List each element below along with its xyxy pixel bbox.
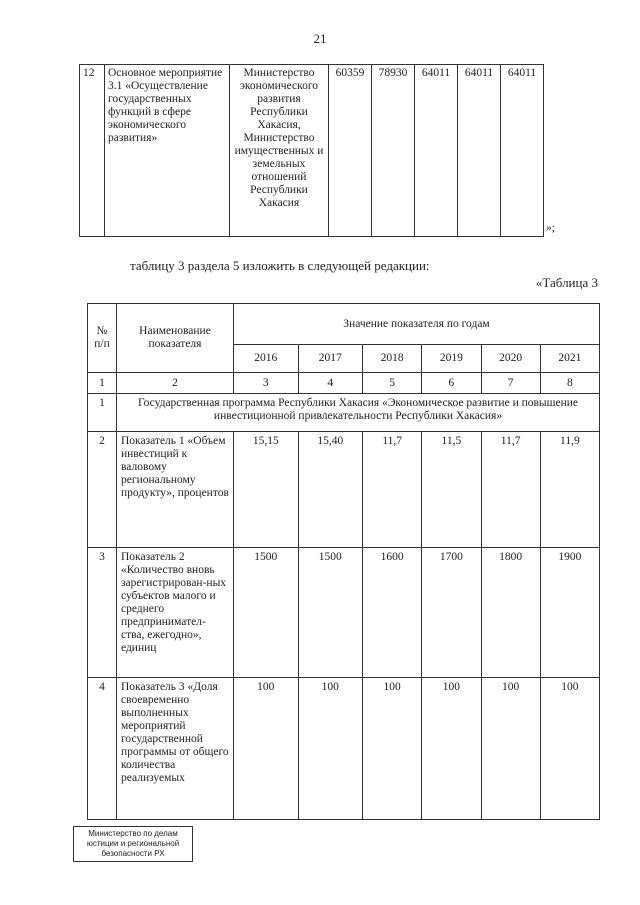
value-cell: 60359 xyxy=(329,65,372,237)
column-numbers-row xyxy=(88,373,600,394)
year-cell: 2021 xyxy=(540,345,599,373)
value-cell: 100 xyxy=(234,678,299,820)
instruction-text: таблицу 3 раздела 5 изложить в следующей редакции: xyxy=(130,258,430,273)
year-cell: 2018 xyxy=(363,345,422,373)
column-number: 7 xyxy=(481,373,540,394)
indicator-name: Показатель 1 «Объем инвестиций к валовому региональному продукту», процентов xyxy=(117,432,234,548)
value-cell: 1900 xyxy=(540,548,599,678)
value-cell: 100 xyxy=(481,678,540,820)
name-header: Наименование показателя xyxy=(117,304,234,373)
program-row xyxy=(88,394,600,432)
column-number: 4 xyxy=(298,373,363,394)
program-title: Государственная программа Республики Хакасия «Экономическое развитие и повышение инвестиционной привлекательности Республики Хакасия» xyxy=(117,394,600,432)
value-cell: 11,9 xyxy=(540,432,599,548)
closing-quote: »; xyxy=(546,221,555,234)
value-cell: 15,15 xyxy=(234,432,299,548)
event-name: Основное мероприятие 3.1 «Осуществление государственных функций в сфере экономического развития» xyxy=(105,65,230,237)
value-cell: 64011 xyxy=(415,65,458,237)
executor: Министерство экономического развития Республики Хакасия, Министерство имущественных и земельных отношений Республики Хакасия xyxy=(230,65,329,237)
row-number: 4 xyxy=(88,678,117,820)
year-cell: 2019 xyxy=(422,345,481,373)
year-cell: 2020 xyxy=(481,345,540,373)
value-cell: 78930 xyxy=(372,65,415,237)
year-cell: 2016 xyxy=(234,345,299,373)
table-label: «Таблица 3 xyxy=(535,275,598,290)
indicator-name: Показатель 3 «Доля своевременно выполненных мероприятий государственной программы от общего количества реализуемых xyxy=(117,678,234,820)
row-number: 12 xyxy=(80,65,105,237)
table-row xyxy=(88,678,600,820)
column-number: 6 xyxy=(422,373,481,394)
column-number: 1 xyxy=(88,373,117,394)
budget-table xyxy=(79,64,600,237)
value-cell: 100 xyxy=(540,678,599,820)
header-row xyxy=(88,304,600,345)
num-header: № п/п xyxy=(88,304,117,373)
ministry-stamp: Министерство по делам юстиции и региональной безопасности РХ xyxy=(73,826,193,862)
row-number: 2 xyxy=(88,432,117,548)
value-cell: 1800 xyxy=(481,548,540,678)
column-number: 3 xyxy=(234,373,299,394)
value-cell: 64011 xyxy=(501,65,544,237)
value-cell: 100 xyxy=(363,678,422,820)
table-row xyxy=(88,548,600,678)
column-number: 8 xyxy=(540,373,599,394)
page-number: 21 xyxy=(313,31,327,46)
value-cell: 64011 xyxy=(458,65,501,237)
row-number: 1 xyxy=(88,394,117,432)
values-header: Значение показателя по годам xyxy=(234,304,600,345)
column-number: 5 xyxy=(363,373,422,394)
column-number: 2 xyxy=(117,373,234,394)
value-cell: 15,40 xyxy=(298,432,363,548)
indicators-table xyxy=(87,303,600,820)
value-cell: 100 xyxy=(298,678,363,820)
value-cell: 1600 xyxy=(363,548,422,678)
year-cell: 2017 xyxy=(298,345,363,373)
value-cell: 11,7 xyxy=(481,432,540,548)
value-cell: 1500 xyxy=(298,548,363,678)
value-cell: 1500 xyxy=(234,548,299,678)
value-cell: 11,5 xyxy=(422,432,481,548)
table-row xyxy=(88,432,600,548)
row-number: 3 xyxy=(88,548,117,678)
table-row xyxy=(80,65,601,237)
value-cell: 100 xyxy=(422,678,481,820)
indicator-name: Показатель 2 «Количество вновь зарегистрирован-ных субъектов малого и среднего предпринимател-ства, ежегодно», единиц xyxy=(117,548,234,678)
value-cell: 11,7 xyxy=(363,432,422,548)
value-cell: 1700 xyxy=(422,548,481,678)
